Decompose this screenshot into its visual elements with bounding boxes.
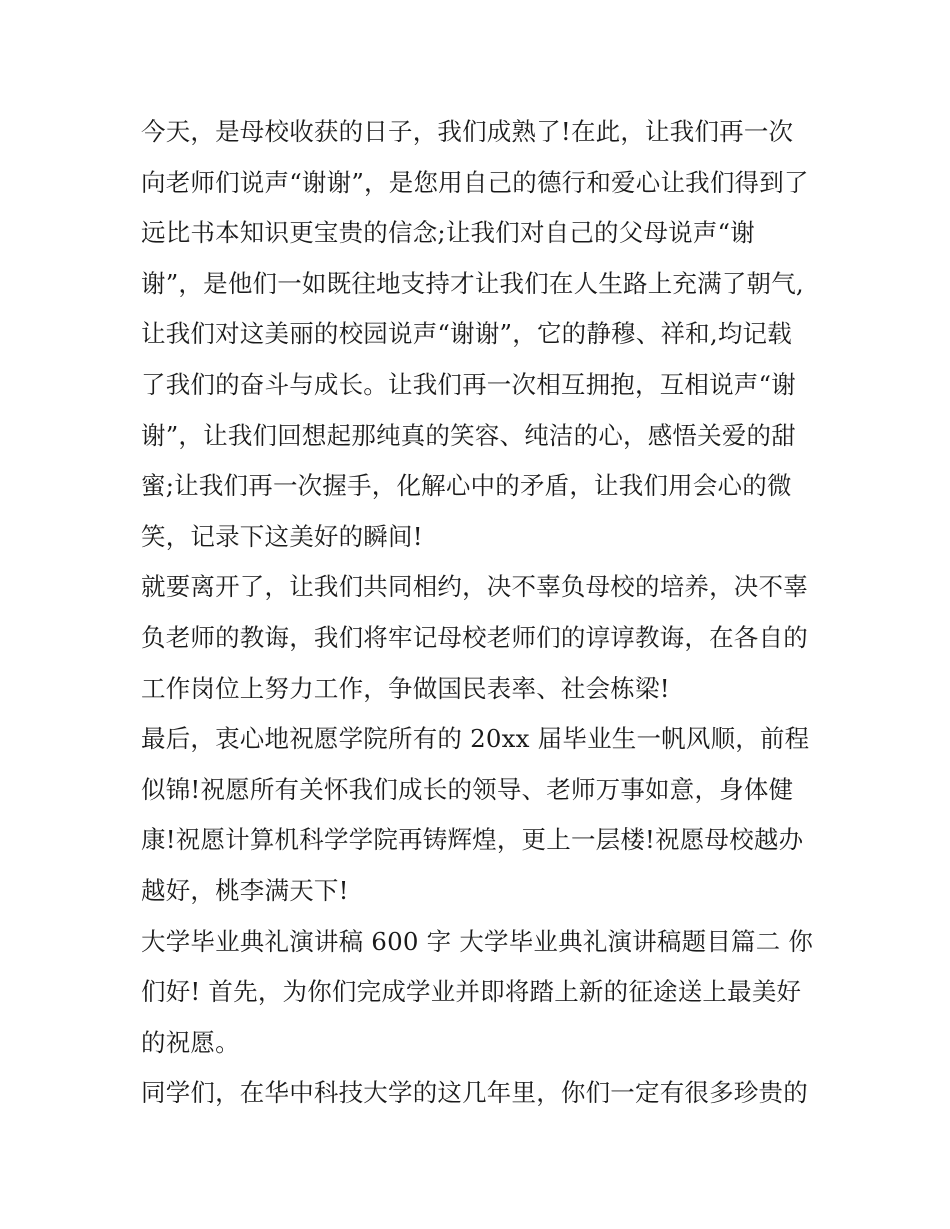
paragraph-students xyxy=(141,1068,821,1119)
text-line: 最后，衷心地祝愿学院所有的 20xx 届毕业生一帆风顺，前程 xyxy=(141,724,810,754)
text-line: 蜜;让我们再一次握手，化解心中的矛盾，让我们用会心的微 xyxy=(141,471,792,501)
text-line: 同学们，在华中科技大学的这几年里，你们一定有很多珍贵的 xyxy=(141,1078,808,1108)
text-line: 让我们对这美丽的校园说声“谢谢”，它的静穆、祥和,均记载 xyxy=(141,319,792,349)
text-line: 负老师的教诲，我们将牢记母校老师们的谆谆教诲，在各自的 xyxy=(141,622,808,652)
paragraph-speech-two-heading xyxy=(141,917,821,1069)
text-line: 越好，桃李满天下! xyxy=(141,875,349,905)
text-line: 谢”，让我们回想起那纯真的笑容、纯洁的心，感悟关爱的甜 xyxy=(141,420,796,450)
text-line: 的祝愿。 xyxy=(141,1027,240,1057)
text-line: 似锦!祝愿所有关怀我们成长的领导、老师万事如意，身体健 xyxy=(141,774,794,804)
text-line: 向老师们说声“谢谢”，是您用自己的德行和爱心让我们得到了 xyxy=(141,167,809,197)
text-line: 工作岗位上努力工作，争做国民表率、社会栋梁! xyxy=(141,673,670,703)
text-line: 康!祝愿计算机科学学院再铸辉煌，更上一层楼!祝愿母校越办 xyxy=(141,825,804,855)
paragraph-wishes xyxy=(141,714,821,916)
text-line: 们好! 首先，为你们完成学业并即将踏上新的征途送上最美好 xyxy=(141,977,802,1007)
text-line: 远比书本知识更宝贵的信念;让我们对自己的父母说声“谢 xyxy=(141,218,755,248)
document-body xyxy=(141,107,821,1119)
text-line: 就要离开了，让我们共同相约，决不辜负母校的培养，决不辜 xyxy=(141,572,808,602)
text-line: 谢”，是他们一如既往地支持才让我们在人生路上充满了朝气, xyxy=(141,268,804,298)
paragraph-thanks xyxy=(141,107,821,562)
text-line: 笑，记录下这美好的瞬间! xyxy=(141,521,423,551)
text-line: 了我们的奋斗与成长。让我们再一次相互拥抱，互相说声“谢 xyxy=(141,369,796,399)
text-line: 今天，是母校收获的日子，我们成熟了!在此，让我们再一次 xyxy=(141,117,794,146)
text-line: 大学毕业典礼演讲稿 600 字 大学毕业典礼演讲稿题目篇二 你 xyxy=(141,926,814,956)
paragraph-farewell xyxy=(141,562,821,714)
